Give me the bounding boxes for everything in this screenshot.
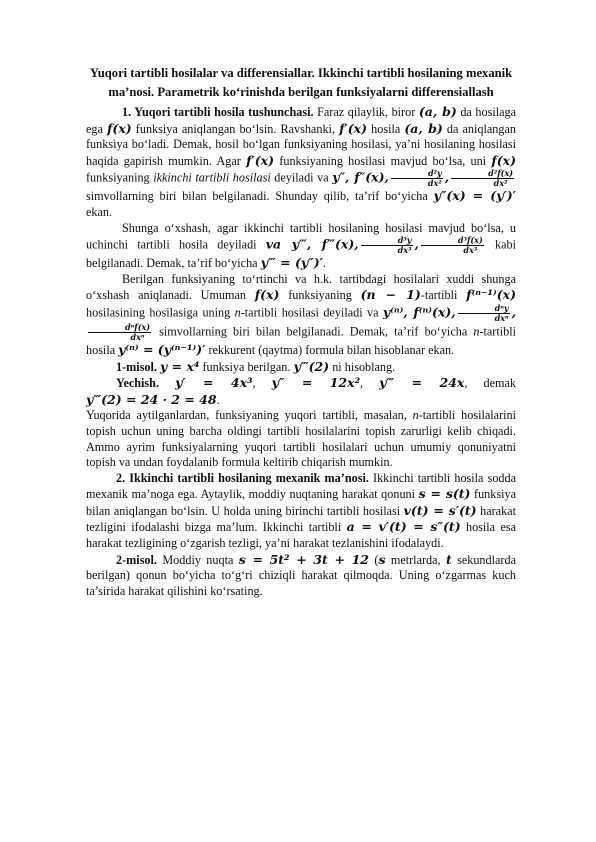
formula-f-prime: f′(x) (339, 120, 368, 136)
text: da aniqlangan funksiya bo‘ladi. Demak, hosil bo‘lgan funksiyaning hosilasi, ya’ni hosilaning hosilasi haqida gapirish mumkin. Agar (86, 121, 516, 168)
formula-third-derivative-result: y‴ = 24x (379, 375, 465, 391)
symbol-n: n (412, 408, 419, 423)
text: hosila (367, 121, 405, 136)
fraction-d3y-dx3 (361, 236, 413, 255)
text: ni hisoblang. (329, 359, 396, 374)
example-1-statement (86, 359, 516, 376)
solution-label: Yechish. (116, 376, 160, 391)
symbol-s: s (378, 551, 386, 567)
text: Moddiy nuqta (156, 552, 239, 567)
text: -tartibli hosila (86, 324, 516, 357)
fraction-denominator: dxⁿ (130, 331, 145, 342)
formula-f-second: , f″(x), (345, 169, 389, 185)
formula-motion-equation: s = 5t² + 3t + 12 (238, 551, 370, 567)
example-1-solution: Yechish. y′ = 4x³, y″ = 12x², y‴ = 24x, demak y‴(2) = 24 · 2 = 48. (86, 375, 516, 407)
text: simvollarning biri bilan belgilanadi. Shunday qilib, ta’rif bo‘yicha (86, 189, 434, 204)
text: metrlarda, (385, 552, 446, 567)
fraction-dny-dxn (458, 304, 510, 323)
formula-f-n-minus-1: f⁽ⁿ⁻¹⁾(x) (466, 287, 517, 303)
fraction-d2f-dx2 (451, 169, 514, 188)
text: kabi belgilanadi. Demak, ta’rif bo‘yicha (86, 237, 516, 271)
text: . (216, 392, 220, 407)
text: sekundlarda berilgan) qonun bo‘yicha to‘g‘ri chiziqli harakat qilmoqda. Uning o‘zgarmas kuch ta’sirida harakat qilishini ko‘rsating. (86, 552, 516, 598)
nth-derivative-paragraph: Berilgan funksiyaning to‘rtinchi va h.k. tartibdagi hosilalari xuddi shunga o‘xshash aniqlanadi. Umuman f(x) funksiyaning (n − 1)-tartibli f⁽ⁿ⁻¹⁾(x) hosilasining hosilasiga uning n-tartibli hosilasi deyiladi va y⁽ⁿ⁾, f⁽ⁿ⁾(x), $\frac{\text{dⁿy}}{\text{dxⁿ}}$ , $\frac{\text{dⁿf(x)}}{\text{dxⁿ}}$ simvollarning biri bilan belgilanadi. Demak, ta’rif bo‘yicha n-tartibli hosila y⁽ⁿ⁾ = (y⁽ⁿ⁻¹⁾)′ rekkurent (qaytma) formula bilan hisoblanar ekan. (86, 271, 517, 357)
text: funksiya aniqlangan bo‘lsin. Ravshanki, (131, 121, 340, 136)
text: hosila esa harakat tezligining o‘zgarish tezligi, ya’ni harakat tezlanishini ifodalaydi. (86, 520, 516, 551)
formula-answer: y‴(2) = 24 · 2 = 48 (86, 391, 217, 407)
document-title: Yuqori tartibli hosilalar va differensiallar. Ikkinchi tartibli hosilaning mexanik ma’nosi. Parametrik ko‘rinishda berilgan funksiyalarni differensiallash (89, 66, 513, 99)
fraction-numerator: d³y (361, 236, 413, 246)
formula-velocity: v(t) = s′(t) (403, 502, 477, 518)
formula-y3-at-2: y‴(2) (293, 358, 330, 374)
text: -tartibli hosilalarini topish uchun uning barcha oldingi tartibli hosilalarini topish zarurligi kelib chiqadi. Ammo ayrim funksiyalarning yuqori tartibli hosilalari uchun umumiy qonuniyatni topish va undan foydalanib formula keltirib chiqarish mumkin. (86, 408, 516, 470)
document-page (86, 64, 516, 599)
text: ekan. (86, 204, 113, 219)
text: simvollarning biri bilan belgilanadi. Demak, ta’rif bo‘yicha (153, 324, 474, 339)
formula-recurrence: y⁽ⁿ⁾ = (y⁽ⁿ⁻¹⁾)′ (118, 341, 206, 357)
text: harakat tezligini ifodalashi bizga ma’lum. Ikkinchi tartibli (86, 503, 516, 535)
term-second-derivative: ikkinchi tartibli hosilasi (153, 170, 271, 185)
fraction-d3f-dx3 (421, 236, 484, 255)
text: -tartibli (420, 288, 467, 303)
fraction-numerator: d²f(x) (451, 169, 514, 179)
example-1-label: 1-misol. (116, 359, 157, 374)
section-1-heading: 1. Yuqori tartibli hosila tushunchasi. (122, 105, 314, 119)
formula-n-minus-1: (n − 1) (360, 287, 421, 303)
text: , demak (464, 376, 516, 391)
example-2-label: 2-misol. (116, 552, 157, 567)
formula-definition-third: y‴ = (y″)′ (260, 255, 323, 271)
text: rekkurent (qaytma) formula bilan hisoblanar ekan. (205, 342, 455, 357)
section-1-paragraph: 1. Yuqori tartibli hosila tushunchasi. Faraz qilaylik, biror (a, b) da hosilaga ega f(x) funksiya aniqlangan bo‘lsin. Ravshanki, f′(x) hosila (a, b) da aniqlangan funksiya bo‘ladi. Demak, hosil bo‘lgan funksiyaning hosilasi, ya’ni hosilaning hosilasi haqida gapirish mumkin. Agar f′(x) funksiyaning hosilasi mavjud bo‘lsa, uni f(x) funksiyaning ikkinchi tartibli hosilasi deyiladi va y″, f″(x), $\frac{\text{d²y}}{\text{dx²}}$ , $\frac{\text{d²f(x)}}{\text{dx²}}$ simvollarning biri bilan belgilanadi. Shunday qilib, ta’rif bo‘yicha y″(x) = (y′)′ ekan. (86, 104, 517, 219)
formula-nth-derivative: y⁽ⁿ⁾, f⁽ⁿ⁾(x) (382, 304, 452, 320)
fraction-denominator: dx² (427, 178, 442, 189)
formula-interval: (a, b) (404, 120, 443, 136)
example-2-paragraph (86, 552, 516, 600)
formula-definition-second: y″(x) = (y′)′ (433, 188, 516, 204)
text: deyiladi va (270, 170, 333, 185)
formula-f: f(x) (491, 152, 516, 168)
fraction-denominator: dx² (493, 178, 508, 189)
symbol-t: t (445, 551, 452, 567)
fraction-numerator: d³f(x) (421, 236, 484, 246)
formula-third-derivative: va y‴, f‴(x), (265, 236, 359, 252)
text: Ikkinchi tartibli hosila sodda mexanik ma’noga ega. Aytaylik, moddiy nuqtaning harakat qonuni (86, 470, 517, 502)
section-2-heading: 2. Ikkinchi tartibli hosilaning mexanik ma’nosi. (116, 470, 369, 485)
remark-paragraph (86, 408, 516, 470)
symbol-n: n (234, 305, 241, 320)
fraction-denominator: dxⁿ (494, 312, 509, 323)
text: funksiyaning (86, 170, 154, 185)
formula-f-prime: f′(x) (246, 152, 275, 168)
text: funksiyaning hosilasi mavjud bo‘lsa, uni (274, 153, 492, 168)
fraction-numerator: d²y (391, 169, 443, 179)
text: Yuqorida aytilganlardan, funksiyaning yuqori tartibli, masalan, (86, 408, 413, 423)
fraction-denominator: dx³ (397, 245, 412, 256)
text: funksiya bilan aniqlangan bo‘lsin. U holda uning birinchi tartibli hosilasi (86, 487, 516, 518)
formula-y-second: y″ (332, 169, 346, 185)
text: Shunga o‘xshash, agar ikkinchi tartibli hosilaning hosilasi mavjud bo‘lsa, u uchinchi tartibli hosila deyiladi (86, 220, 516, 252)
section-2-paragraph (86, 471, 516, 552)
text: funksiya berilgan. (199, 359, 294, 374)
text: Faraz qilaylik, biror (313, 105, 419, 119)
formula-acceleration: a = v′(t) = s″(t) (346, 519, 461, 535)
fraction-dnf-dxn (88, 323, 151, 342)
third-derivative-paragraph: Shunga o‘xshash, agar ikkinchi tartibli hosilaning hosilasi mavjud bo‘lsa, u uchinchi tartibli hosila deyiladi va y‴, f‴(x), $\frac{\text{d³y}}{\text{dx³}}$ , $\frac{\text{d³f(x)}}{\text{dx³}}$ kabi belgilanadi. Demak, ta’rif bo‘yicha y‴ = (y″)′. (86, 220, 516, 271)
formula-motion-law: s = s(t) (418, 486, 471, 502)
text: hosilasining hosilasiga uning (86, 305, 235, 320)
formula-f: f(x) (254, 287, 280, 303)
fraction-denominator: dx³ (463, 245, 478, 256)
fraction-d2y-dx2 (391, 169, 443, 188)
fraction-numerator: dⁿy (458, 304, 510, 314)
text: ( (369, 552, 379, 567)
text: -tartibli hosilasi deyiladi va (240, 305, 383, 320)
text: da hosilaga ega (86, 105, 517, 136)
formula-y-x4: y = x⁴ (160, 358, 200, 374)
formula-first-derivative: y′ = 4x³ (175, 375, 253, 391)
text: funksiyaning (279, 288, 361, 303)
formula-f: f(x) (107, 120, 132, 136)
symbol-n: n (473, 324, 480, 339)
formula-second-derivative: y″ = 12x² (271, 375, 361, 391)
fraction-numerator: dⁿf(x) (88, 323, 151, 333)
text: Berilgan funksiyaning to‘rtinchi va h.k. tartibdagi hosilalari xuddi shunga o‘xshash aniqlanadi. Umuman (86, 271, 516, 303)
formula-interval: (a, b) (418, 104, 457, 119)
text: . (322, 256, 326, 271)
